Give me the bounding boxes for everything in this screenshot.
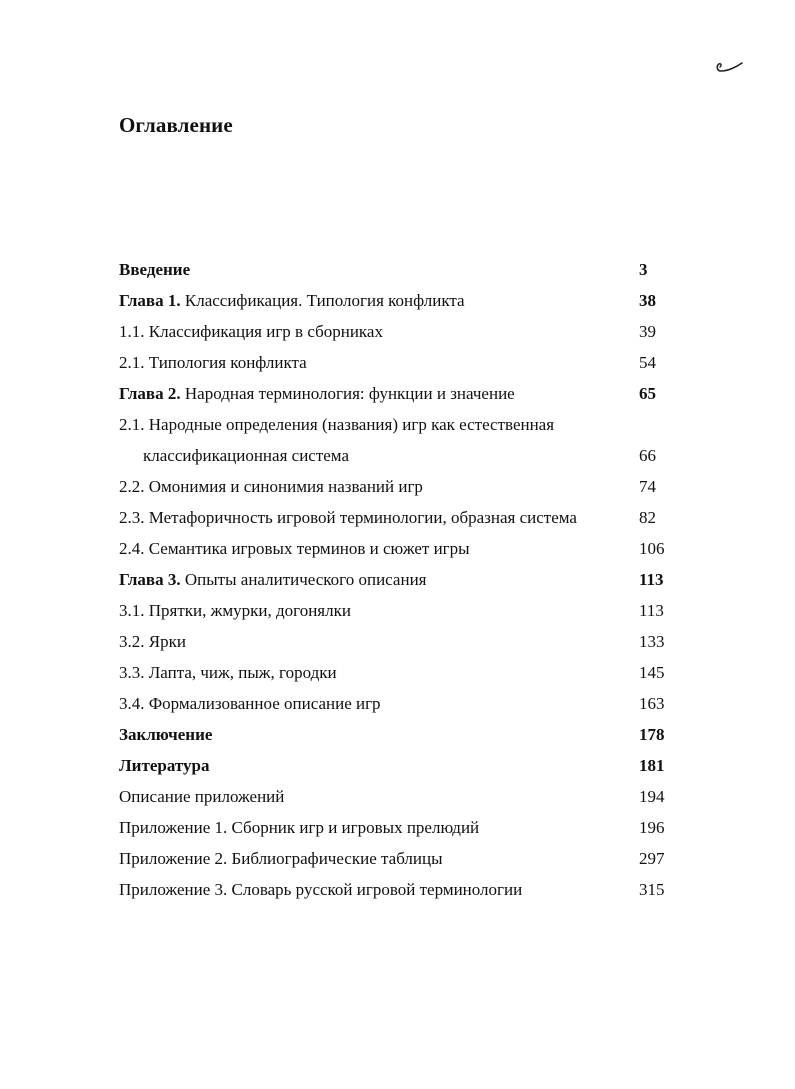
toc-entry-section-3-2[interactable] [119, 626, 679, 657]
toc-entry-page: 113 [639, 570, 664, 589]
toc-entry-chapter-1[interactable] [119, 285, 679, 316]
toc-entry-page: 315 [639, 880, 665, 899]
toc-entry-title: 2.4. Семантика игровых терминов и сюжет игры [119, 539, 470, 558]
toc-entry-title: Описание приложений [119, 787, 285, 806]
toc-entry-page: 194 [639, 787, 665, 806]
toc-entry-section-3-1[interactable] [119, 595, 679, 626]
toc-entry-title: 2.1. Типология конфликта [119, 353, 307, 372]
toc-entry-title: 3.2. Ярки [119, 632, 186, 651]
toc-entry-title: 2.2. Омонимия и синонимия названий игр [119, 477, 423, 496]
chapter-number: Глава 2. [119, 384, 181, 403]
toc-entry-page: 65 [639, 384, 656, 403]
toc-entry-page: 145 [639, 663, 665, 682]
toc-entry-title [119, 409, 629, 471]
toc-entry-title: 1.1. Классификация игр в сборниках [119, 322, 383, 341]
handwritten-mark-icon [713, 58, 745, 78]
chapter-title: Народная терминология: функции и значение [180, 384, 515, 403]
toc-entry-page: 133 [639, 632, 665, 651]
toc-entry-page: 39 [639, 322, 656, 341]
toc-entry-title: 3.1. Прятки, жмурки, догонялки [119, 601, 351, 620]
toc-entry-title: 2.3. Метафоричность игровой терминологии, образная система [119, 508, 577, 527]
chapter-number: Глава 3. [119, 570, 181, 589]
toc-entry-title: Литература [119, 756, 210, 775]
toc-entry-appendix-1[interactable] [119, 812, 679, 843]
toc-entry-page: 54 [639, 353, 656, 372]
toc-entry-page: 297 [639, 849, 665, 868]
chapter-title: Опыты аналитического описания [180, 570, 427, 589]
toc-entry-title: Приложение 2. Библиографические таблицы [119, 849, 443, 868]
toc-entry-title [119, 378, 629, 409]
toc-entry-title: Заключение [119, 725, 213, 744]
toc-entry-title: 3.4. Формализованное описание игр [119, 694, 381, 713]
toc-entry-page: 163 [639, 694, 665, 713]
toc-entry-title: Приложение 3. Словарь русской игровой терминологии [119, 880, 523, 899]
toc-entry-section-2-2[interactable] [119, 471, 679, 502]
toc-entry-conclusion[interactable] [119, 719, 679, 750]
toc-entry-title-line-2: классификационная система [143, 446, 349, 465]
toc-entry-appendix-3[interactable] [119, 874, 679, 905]
toc-entry-literature[interactable] [119, 750, 679, 781]
toc-entry-title [119, 285, 629, 316]
toc-entry-title-line-1: 2.1. Народные определения (названия) игр как естественная [119, 415, 555, 434]
page-title: Оглавление [119, 113, 233, 137]
chapter-title: Классификация. Типология конфликта [180, 291, 465, 310]
toc-entry-title: Приложение 1. Сборник игр и игровых прелюдий [119, 818, 480, 837]
toc-entry-page: 178 [639, 725, 665, 744]
toc-entry-page: 74 [639, 477, 656, 496]
toc-entry-section-2-3[interactable] [119, 502, 679, 533]
toc-entry-chapter-2[interactable] [119, 378, 679, 409]
toc-entry-section-3-3[interactable] [119, 657, 679, 688]
toc-entry-page: 113 [639, 601, 664, 620]
toc-entry-section-2-4[interactable] [119, 533, 679, 564]
toc-entry-introduction[interactable] [119, 254, 679, 285]
toc-entry-appendix-2[interactable] [119, 843, 679, 874]
toc-entry-page: 38 [639, 291, 656, 310]
toc-entry-page: 66 [639, 446, 656, 465]
table-of-contents [119, 254, 679, 905]
toc-entry-section-3-4[interactable] [119, 688, 679, 719]
toc-entry-page: 82 [639, 508, 656, 527]
toc-entry-title: Введение [119, 260, 191, 279]
toc-entry-page: 106 [639, 539, 665, 558]
toc-entry-title [119, 564, 629, 595]
toc-entry-title: 3.3. Лапта, чиж, пыж, городки [119, 663, 337, 682]
toc-entry-chapter-3[interactable] [119, 564, 679, 595]
toc-entry-appendix-description[interactable] [119, 781, 679, 812]
toc-entry-section-1-1[interactable] [119, 316, 679, 347]
toc-entry-page: 3 [639, 260, 648, 279]
chapter-number: Глава 1. [119, 291, 181, 310]
toc-entry-page: 196 [639, 818, 665, 837]
toc-entry-section-2-1-conflict[interactable] [119, 347, 679, 378]
toc-entry-page: 181 [639, 756, 665, 775]
toc-entry-section-2-1-names[interactable] [119, 409, 679, 471]
